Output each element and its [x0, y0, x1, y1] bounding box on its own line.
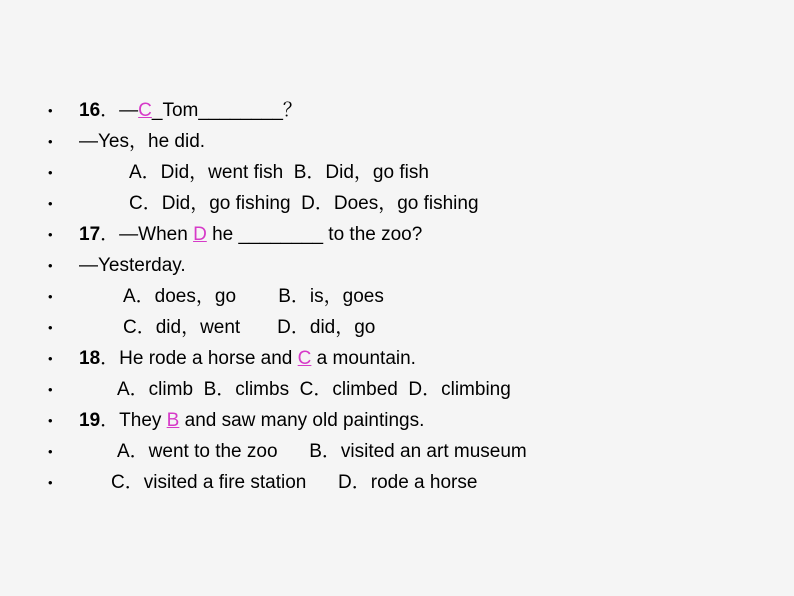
- bullet: •: [48, 103, 53, 118]
- bullet: •: [48, 134, 53, 149]
- question-number: 16: [79, 100, 101, 121]
- question-text-rest: a mountain.: [311, 348, 416, 369]
- question-text: ．—: [100, 100, 139, 121]
- bullet: •: [48, 475, 53, 490]
- option-text: A．climb B．climbs C．climbed D．climbing: [117, 379, 511, 400]
- option-text: A．went to the zoo B．visited an art museum: [117, 441, 527, 462]
- question-text: ．—When: [100, 224, 194, 245]
- question-19-line: [0, 405, 794, 436]
- question-text: ．They: [100, 410, 167, 431]
- bullet: •: [48, 227, 53, 242]
- dialogue-line: [0, 250, 794, 281]
- option-text: C．Did，go fishing D．Does，go fishing: [129, 193, 479, 214]
- question-18-line: [0, 343, 794, 374]
- option-line: [0, 374, 794, 405]
- option-line: [0, 157, 794, 188]
- question-number: 17: [79, 224, 101, 245]
- bullet: •: [48, 382, 53, 397]
- option-text: C．did，went D．did，go: [123, 317, 376, 338]
- option-line: [0, 436, 794, 467]
- option-line: [0, 188, 794, 219]
- option-line: [0, 312, 794, 343]
- bullet: •: [48, 165, 53, 180]
- question-16-line: [0, 95, 794, 126]
- question-number: 18: [79, 348, 101, 369]
- option-text: C．visited a fire station D．rode a horse: [111, 472, 478, 493]
- bullet: •: [48, 258, 53, 273]
- bullet: •: [48, 289, 53, 304]
- answer-letter: D: [193, 224, 207, 245]
- question-text-rest: _Tom________？: [151, 100, 302, 121]
- answer-letter: B: [166, 410, 180, 431]
- option-line: [0, 467, 794, 498]
- question-number: 19: [79, 410, 101, 431]
- bullet: •: [48, 413, 53, 428]
- bullet: •: [48, 196, 53, 211]
- option-text: A．does，go B．is，goes: [123, 286, 384, 307]
- dialogue-text: —Yesterday.: [79, 255, 186, 276]
- answer-letter: C: [138, 100, 152, 121]
- question-17-line: [0, 219, 794, 250]
- question-text-rest: and saw many old paintings.: [179, 410, 425, 431]
- option-line: [0, 281, 794, 312]
- bullet: •: [48, 444, 53, 459]
- question-text-rest: he ________ to the zoo?: [206, 224, 423, 245]
- bullet: •: [48, 320, 53, 335]
- dialogue-line: [0, 126, 794, 157]
- bullet: •: [48, 351, 53, 366]
- answer-letter: C: [297, 348, 312, 369]
- question-text: ．He rode a horse and: [100, 348, 298, 369]
- dialogue-text: —Yes，he did.: [79, 131, 206, 152]
- option-text: A．Did，went fish B．Did，go fish: [129, 162, 429, 183]
